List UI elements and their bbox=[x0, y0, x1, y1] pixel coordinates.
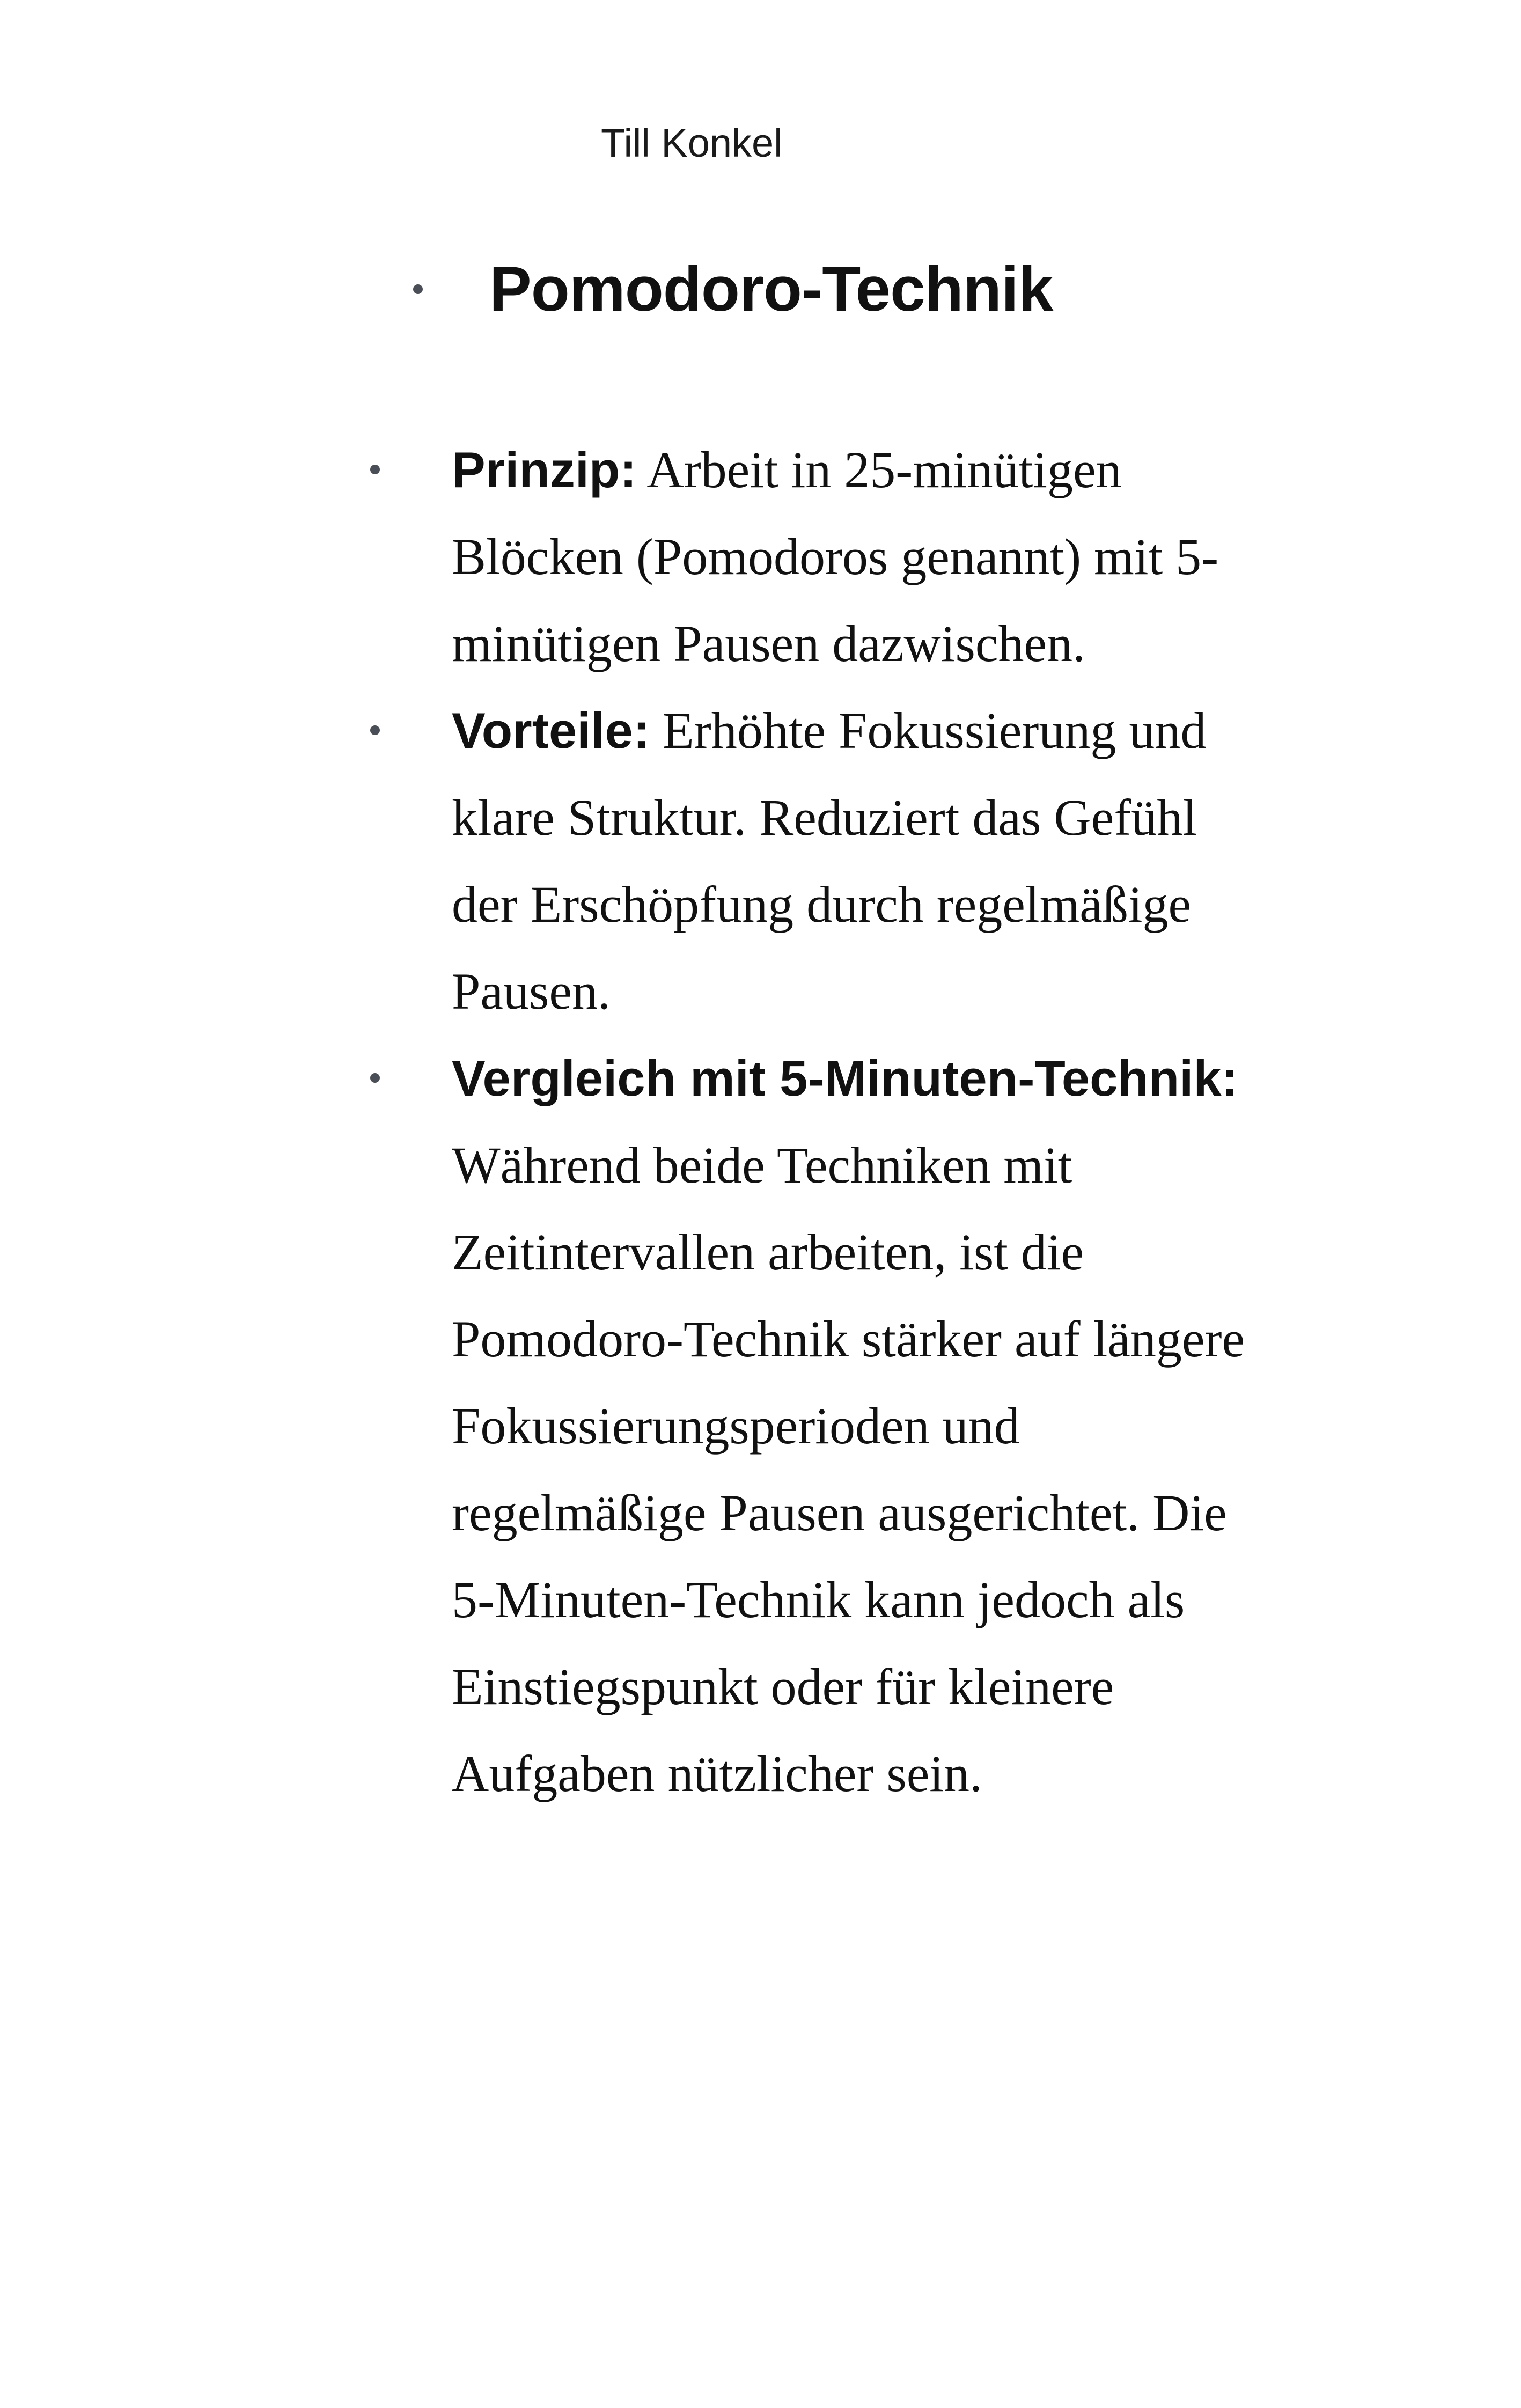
list-item-prinzip bbox=[370, 427, 1255, 687]
list-item-term: Vorteile: bbox=[452, 702, 650, 759]
list-item-term: Vergleich mit 5-Minuten-Technik: bbox=[452, 1050, 1238, 1106]
list-item-vergleich bbox=[370, 1035, 1255, 1817]
list-item-text: Arbeit in 25-minütigen Blöcken (Pomodoros genannt) mit 5-minütigen Pausen dazwischen. bbox=[452, 441, 1219, 672]
heading-row bbox=[413, 254, 1053, 325]
list-item-term: Prinzip: bbox=[452, 442, 637, 498]
list-item-text: Erhöhte Fokussierung und klare Struktur. Reduziert das Gefühl der Erschöpfung durch regelmäßige Pausen. bbox=[452, 702, 1207, 1020]
bullet-icon bbox=[370, 725, 380, 735]
bullet-icon bbox=[413, 284, 423, 294]
list-item-text: Während beide Techniken mit Zeitintervallen arbeiten, ist die Pomodoro-Technik stärker auf längere Fokussierungsperioden und regelmäßige Pausen ausgerichtet. Die 5-Minuten-Technik kann jedoch als Einstiegspunkt oder für kleinere Aufgaben nützlicher sein. bbox=[452, 1136, 1245, 1802]
bullet-icon bbox=[370, 465, 380, 474]
bullet-list bbox=[370, 427, 1255, 1817]
bullet-icon bbox=[370, 1073, 380, 1083]
list-item-vorteile bbox=[370, 687, 1255, 1035]
author-name: Till Konkel bbox=[601, 121, 783, 165]
page-title: Pomodoro-Technik bbox=[489, 254, 1053, 325]
